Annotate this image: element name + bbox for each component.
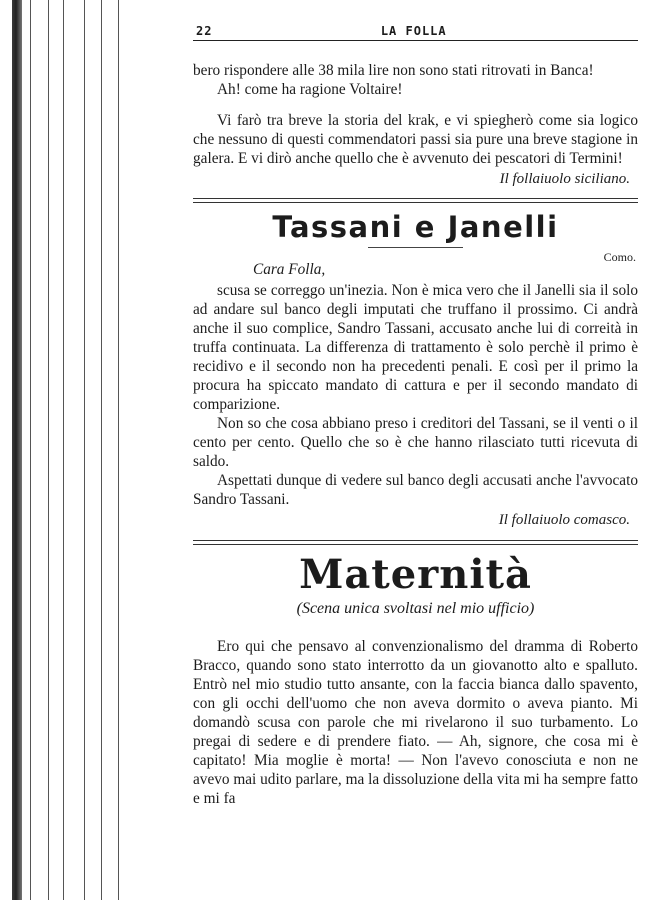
paragraph: Non so che cosa abbiano preso i creditori del Tassani, se il venti o il cento per cento. Quello che so è che hanno rilasciato tutti ricevuta di saldo.: [193, 415, 638, 470]
page-edge-line: [101, 0, 102, 900]
page-edge-line: [30, 0, 31, 900]
section-tassani-janelli: [193, 209, 638, 530]
signature: Il follaiuolo siciliano.: [499, 171, 630, 187]
page-edge-line: [84, 0, 85, 900]
double-rule: [193, 540, 638, 545]
signature: Il follaiuolo comasco.: [498, 512, 630, 528]
page-content: [193, 24, 638, 808]
salutation: Cara Folla,: [253, 261, 326, 278]
page-edge-line: [48, 0, 49, 900]
paragraph: Ah! come ha ragione Voltaire!: [217, 81, 403, 98]
paragraph: Aspettati dunque di vedere sul banco degli accusati anche l'avvocato Sandro Tassani.: [193, 472, 638, 508]
section-krak: [193, 61, 638, 189]
page-number: 22: [196, 24, 213, 38]
journal-title: LA FOLLA: [380, 24, 447, 38]
page-edge-scan: [0, 0, 190, 900]
scan-shadow: [12, 0, 22, 900]
double-rule: [193, 198, 638, 203]
running-header: [193, 24, 638, 41]
paragraph: scusa se correggo un'inezia. Non è mica vero che il Janelli sia il solo ad andare sul banco degli imputati che truffano il prossimo. Ci andrà anche il suo complice, Sandro Tassani, accusato anche lui di correità in truffa continuata. La differenza di trattamento è solo perchè il primo è recidivo e il secondo non ha precedenti penali. E così per il primo la procura ha spiccato mandato di cattura e per il secondo mandato di comparizione.: [193, 282, 638, 413]
page-edge-line: [63, 0, 64, 900]
article-title: Tassani e Janelli: [272, 210, 559, 244]
paragraph: bero rispondere alle 38 mila lire non sono stati ritrovati in Banca!: [193, 62, 594, 79]
dateline: Como.: [603, 250, 636, 264]
title-rule: [368, 247, 463, 248]
article-subtitle: (Scena unica svoltasi nel mio ufficio): [296, 600, 535, 617]
section-maternita: [193, 553, 638, 808]
page-edge-line: [118, 0, 119, 900]
article-title: Maternità: [299, 551, 532, 598]
paragraph: Ero qui che pensavo al convenzionalismo del dramma di Roberto Bracco, quando sono stato interrotto da un giovanotto alto e spalluto. Entrò nel mio studio tutto ansante, con la faccia bianca dallo spavento, con gli occhi dell'uomo che non aveva dormito o aveva pianto. Mi domandò scusa con parole che mi rivelarono il suo turbamento. Lo pregai di sedere e di prendere fiato. — Ah, signore, che cosa mi è capitato! Mia moglie è morta! — Non l'avevo conosciuta e non ne avevo mai udito parlare, ma la dissoluzione della vita mi ha sempre fatto e mi fa: [193, 638, 638, 807]
paragraph: Vi farò tra breve la storia del krak, e vi spiegherò come sia logico che nessuno di questi commendatori passi sia pure una breve stagione in galera. E vi dirò anche quello che è avvenuto dei pescatori di Termini!: [193, 112, 638, 167]
